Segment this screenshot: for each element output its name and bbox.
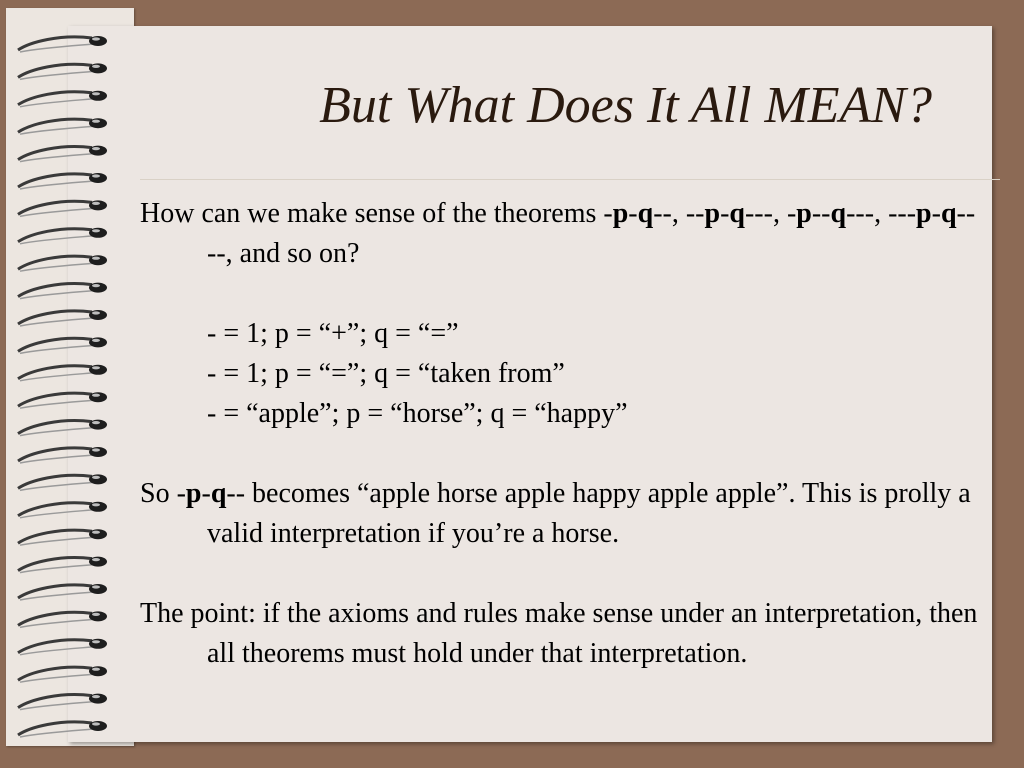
text-segment: ---, --- (846, 198, 917, 229)
spiral-coil (18, 694, 107, 710)
spiral-coil (18, 146, 107, 162)
spiral-coil (18, 639, 107, 655)
interpretation-line: - = 1; p = “+”; q = “=” (207, 318, 459, 349)
question-paragraph (140, 194, 980, 274)
spiral-coil (18, 36, 107, 52)
bold-symbol: p (796, 198, 812, 229)
spiral-binding (0, 0, 130, 768)
spiral-coil (18, 310, 107, 326)
spiral-coil (18, 666, 107, 682)
spiral-coil (18, 173, 107, 189)
spiral-coil (18, 529, 107, 545)
spiral-coil (18, 584, 107, 600)
bold-symbol: q (637, 198, 654, 229)
text-segment: So - (140, 478, 186, 509)
text-segment: - (628, 198, 638, 229)
spiral-coil (18, 502, 107, 518)
spiral-coil (18, 283, 107, 299)
text-segment: - (201, 478, 211, 509)
spiral-coil (18, 474, 107, 490)
text-segment: -- becomes “apple horse apple happy apple apple”. This is prolly a valid interpretation if you’re a horse. (207, 478, 971, 549)
text-segment: ---, - (744, 198, 797, 229)
slide-body (140, 194, 980, 674)
spiral-coil (18, 200, 107, 216)
spiral-coil (18, 255, 107, 271)
point-paragraph: The point: if the axioms and rules make sense under an interpretation, then all theorems must hold under that interpretation. (140, 598, 978, 669)
interpretation-line: - = 1; p = “=”; q = “taken from” (207, 358, 565, 389)
bold-symbol: q (729, 198, 745, 229)
spiral-coil (18, 420, 107, 436)
bold-symbol: q (940, 198, 957, 229)
text-segment: - (720, 198, 730, 229)
bold-symbol: p (916, 198, 932, 229)
bold-symbol: q (210, 478, 227, 509)
bold-symbol: p (612, 198, 629, 229)
text-segment: --, -- (653, 198, 705, 229)
spiral-coil (18, 63, 107, 79)
title-divider (140, 179, 1000, 180)
spiral-coil (18, 447, 107, 463)
text-segment: - (931, 198, 941, 229)
spiral-coil (18, 557, 107, 573)
text-segment: -- (811, 198, 831, 229)
text-segment: ----, and so on? (207, 198, 976, 269)
spiral-coil (18, 91, 107, 107)
text-segment: How can we make sense of the theorems - (140, 198, 613, 229)
spiral-coil (18, 721, 107, 737)
bold-symbol: p (704, 198, 721, 229)
spiral-coil (18, 118, 107, 134)
spiral-coil (18, 392, 107, 408)
interpretation-list (140, 314, 980, 434)
interpretation-line: - = “apple”; p = “horse”; q = “happy” (207, 398, 628, 429)
spiral-coil (18, 228, 107, 244)
bold-symbol: q (830, 198, 847, 229)
spiral-coil (18, 611, 107, 627)
spiral-coil (18, 365, 107, 381)
bold-symbol: p (185, 478, 202, 509)
example-paragraph (140, 474, 980, 554)
spiral-coil (18, 337, 107, 353)
